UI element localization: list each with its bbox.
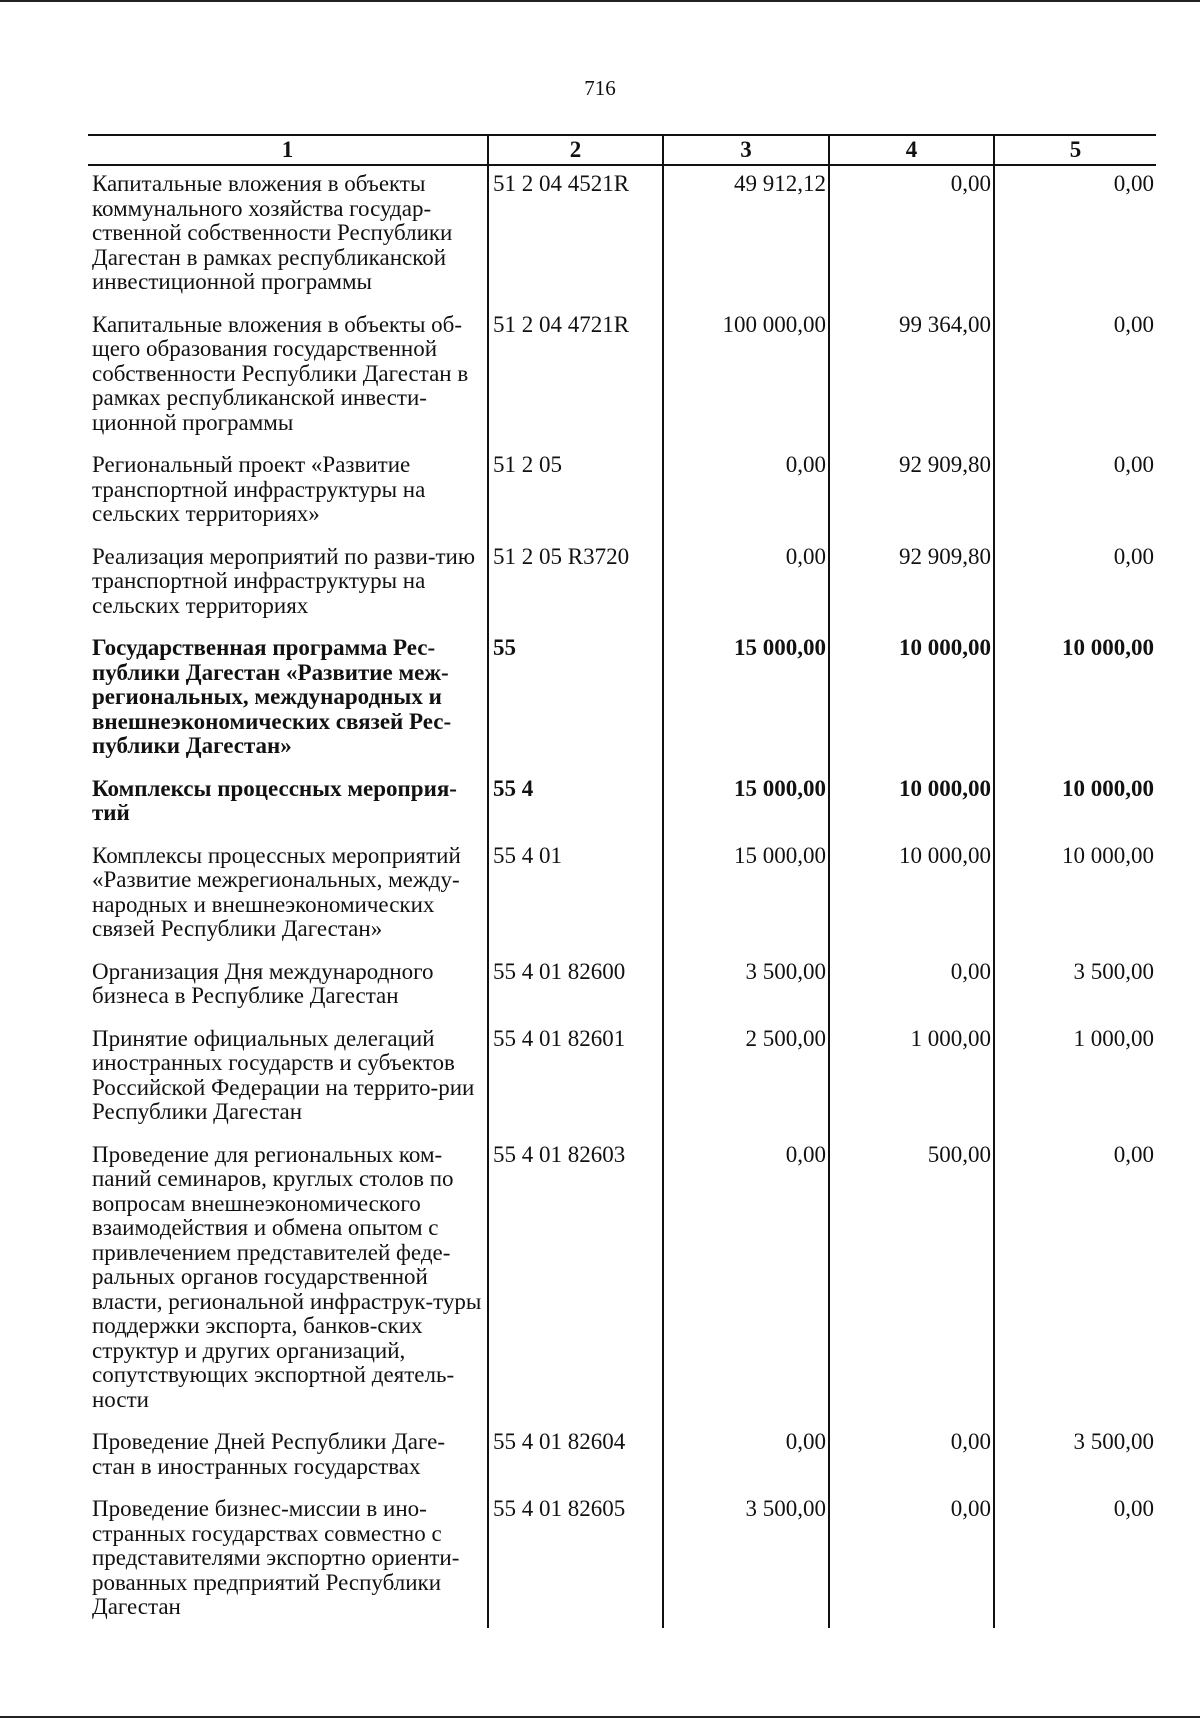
row-code: 55 4 01 82605	[488, 1491, 663, 1628]
table-row	[88, 1491, 1156, 1628]
table-body	[88, 165, 1156, 1628]
table-row	[88, 165, 1156, 307]
row-code: 55 4 01 82600	[488, 954, 663, 1021]
row-value-col4: 99 364,00	[829, 307, 994, 448]
row-code: 51 2 04 4721R	[488, 307, 663, 448]
header-col-5: 5	[994, 135, 1156, 165]
scan-edge-top	[0, 0, 1200, 2]
header-row	[88, 135, 1156, 165]
row-value-col3: 15 000,00	[663, 838, 829, 954]
row-value-col4: 1 000,00	[829, 1021, 994, 1137]
row-value-col3: 0,00	[663, 539, 829, 631]
row-code: 55	[488, 630, 663, 771]
row-name: Проведение бизнес-миссии в ино-странных государствах совместно с представителями экспортно ориенти-рованных предприятий Республики Дагестан	[92, 1496, 460, 1619]
table-row	[88, 307, 1156, 448]
row-value-col4: 10 000,00	[829, 771, 994, 838]
row-value-col4: 0,00	[829, 954, 994, 1021]
row-value-col5: 3 500,00	[994, 1424, 1156, 1491]
row-name: Капитальные вложения в объекты об-щего образования государственной собственности Республики Дагестан в рамках республиканской инвести-ционной программы	[92, 311, 469, 435]
row-value-col4: 0,00	[829, 1491, 994, 1628]
row-value-col3: 0,00	[663, 1424, 829, 1491]
row-name: Принятие официальных делегаций иностранных государств и субъектов Российской Федерации на террито-рии Республики Дагестан	[92, 1025, 475, 1124]
budget-table	[88, 134, 1156, 1628]
header-col-4: 4	[829, 135, 994, 165]
row-value-col5: 10 000,00	[994, 630, 1156, 771]
page-number: 716	[584, 76, 616, 100]
row-code: 55 4	[488, 771, 663, 838]
row-name: Региональный проект «Развитие транспортной инфраструктуры на сельских территориях»	[92, 452, 426, 526]
row-value-col3: 3 500,00	[663, 1491, 829, 1628]
row-value-col3: 100 000,00	[663, 307, 829, 448]
row-code: 55 4 01 82601	[488, 1021, 663, 1137]
table-row	[88, 954, 1156, 1021]
row-value-col3: 15 000,00	[663, 630, 829, 771]
row-value-col4: 92 909,80	[829, 447, 994, 539]
row-code: 55 4 01 82603	[488, 1137, 663, 1425]
header-col-1: 1	[88, 135, 488, 165]
row-value-col5: 0,00	[994, 307, 1156, 448]
row-value-col3: 2 500,00	[663, 1021, 829, 1137]
table-row	[88, 1137, 1156, 1425]
header-col-2: 2	[488, 135, 663, 165]
row-value-col5: 10 000,00	[994, 838, 1156, 954]
row-name: Комплексы процессных мероприя-тий	[92, 775, 457, 825]
row-value-col4: 0,00	[829, 1424, 994, 1491]
row-code: 55 4 01 82604	[488, 1424, 663, 1491]
row-code: 51 2 04 4521R	[488, 165, 663, 307]
row-value-col5: 0,00	[994, 165, 1156, 307]
row-name: Комплексы процессных мероприятий «Развитие межрегиональных, между-народных и внешнеэкономических связей Республики Дагестан»	[92, 842, 461, 941]
row-name: Проведение для региональных ком-паний семинаров, круглых столов по вопросам внешнеэкономического взаимодействия и обмена опытом с привлечением представителей феде-ральных органов государственной власти, региональной инфраструк-туры поддержки экспорта, банков-ских структур и других организаций, сопутствующих экспортной деятель-ности	[92, 1141, 482, 1412]
table-row	[88, 539, 1156, 631]
row-value-col5: 1 000,00	[994, 1021, 1156, 1137]
table-row	[88, 1424, 1156, 1491]
row-name: Государственная программа Рес-публики Дагестан «Развитие меж-региональных, международных и внешнеэкономических связей Рес-публики Дагестан»	[92, 635, 452, 758]
table-row	[88, 447, 1156, 539]
row-value-col3: 0,00	[663, 447, 829, 539]
row-value-col3: 3 500,00	[663, 954, 829, 1021]
row-value-col4: 0,00	[829, 165, 994, 307]
row-value-col4: 92 909,80	[829, 539, 994, 631]
table-row	[88, 838, 1156, 954]
row-value-col3: 15 000,00	[663, 771, 829, 838]
row-value-col5: 0,00	[994, 1491, 1156, 1628]
scan-edge-bottom	[0, 1716, 1200, 1718]
row-value-col4: 10 000,00	[829, 838, 994, 954]
row-name: Капитальные вложения в объекты коммунального хозяйства государ-ственной собственности Республики Дагестан в рамках республиканской инвестиционной программы	[92, 171, 453, 294]
table-row	[88, 1021, 1156, 1137]
row-name: Организация Дня международного бизнеса в Республике Дагестан	[92, 958, 434, 1008]
row-value-col5: 0,00	[994, 447, 1156, 539]
row-code: 55 4 01	[488, 838, 663, 954]
row-value-col5: 10 000,00	[994, 771, 1156, 838]
row-name: Проведение Дней Республики Даге-стан в иностранных государствах	[92, 1429, 446, 1479]
row-code: 51 2 05	[488, 447, 663, 539]
row-value-col4: 10 000,00	[829, 630, 994, 771]
row-value-col3: 49 912,12	[663, 165, 829, 307]
table-row-program	[88, 630, 1156, 771]
row-code: 51 2 05 R3720	[488, 539, 663, 631]
row-value-col4: 500,00	[829, 1137, 994, 1425]
header-col-3: 3	[663, 135, 829, 165]
row-value-col5: 0,00	[994, 1137, 1156, 1425]
row-value-col5: 3 500,00	[994, 954, 1156, 1021]
row-name: Реализация мероприятий по разви-тию транспортной инфраструктуры на сельских территориях	[92, 543, 476, 618]
row-value-col3: 0,00	[663, 1137, 829, 1425]
row-value-col5: 0,00	[994, 539, 1156, 631]
table-row-subprogram	[88, 771, 1156, 838]
